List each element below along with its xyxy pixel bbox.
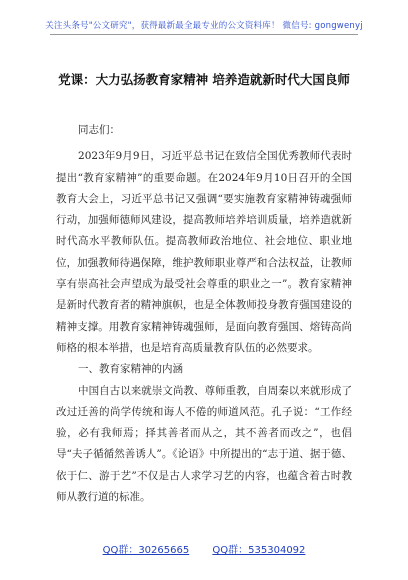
document-title: 党课：大力弘扬教育家精神 培养造就新时代大国良师: [58, 72, 350, 87]
paragraph-intro: 2023年9月9日，习近平总书记在致信全国优秀教师代表时提出“教育家精神”的重要命题。在2024年9月10日召开的全国教育大会上，习近平总书记又强调“要实施教育家精神铸魂强师行动，加强师德师风建设，提高教师培养培训质量，培养造就新时代高水平教师队伍。提高教师政治地位、社会地位、职业地位，加强教师待遇保障，维护教师职业尊严和合法权益，让教师享有崇高社会声望成为最受社会尊重的职业之一”。教育家精神是新时代教育者的精神旗帜，也是全体教师投身教育强国建设的精神支撑。用教育家精神铸魂强师，是面向教育强国、熔铸高尚师格的根本举措，也是培育高质量教育队伍的必然要求。: [56, 150, 352, 354]
header-note: 关注头条号"公文研究"，获得最新最全最专业的公文资料库！ 微信号: gongwenyj: [45, 21, 363, 31]
section-heading: 一、教育家精神的内涵: [78, 363, 184, 376]
footer-qq-group-2[interactable]: QQ群：535304092: [212, 545, 306, 556]
greeting: 同志们：: [78, 124, 121, 136]
footer-qq-group-1[interactable]: QQ群：30265665: [102, 545, 190, 556]
footer: [0, 541, 408, 556]
document-body: [56, 120, 352, 508]
header-divider: [50, 34, 358, 35]
paragraph-history: 中国自古以来就崇文尚教、尊师重教，自周秦以来就形成了改过迁善的尚学传统和诲人不倦的师道风范。孔子说：“工作经验，必有我师焉；择其善者而从之，其不善者而改之”，也倡导“夫子循循然善诱人”。《论语》中所提出的“志于道、据于德、依于仁、游于艺”不仅是古人求学习艺的内容，也蕴含着古时教师从教行道的标准。: [56, 384, 352, 504]
